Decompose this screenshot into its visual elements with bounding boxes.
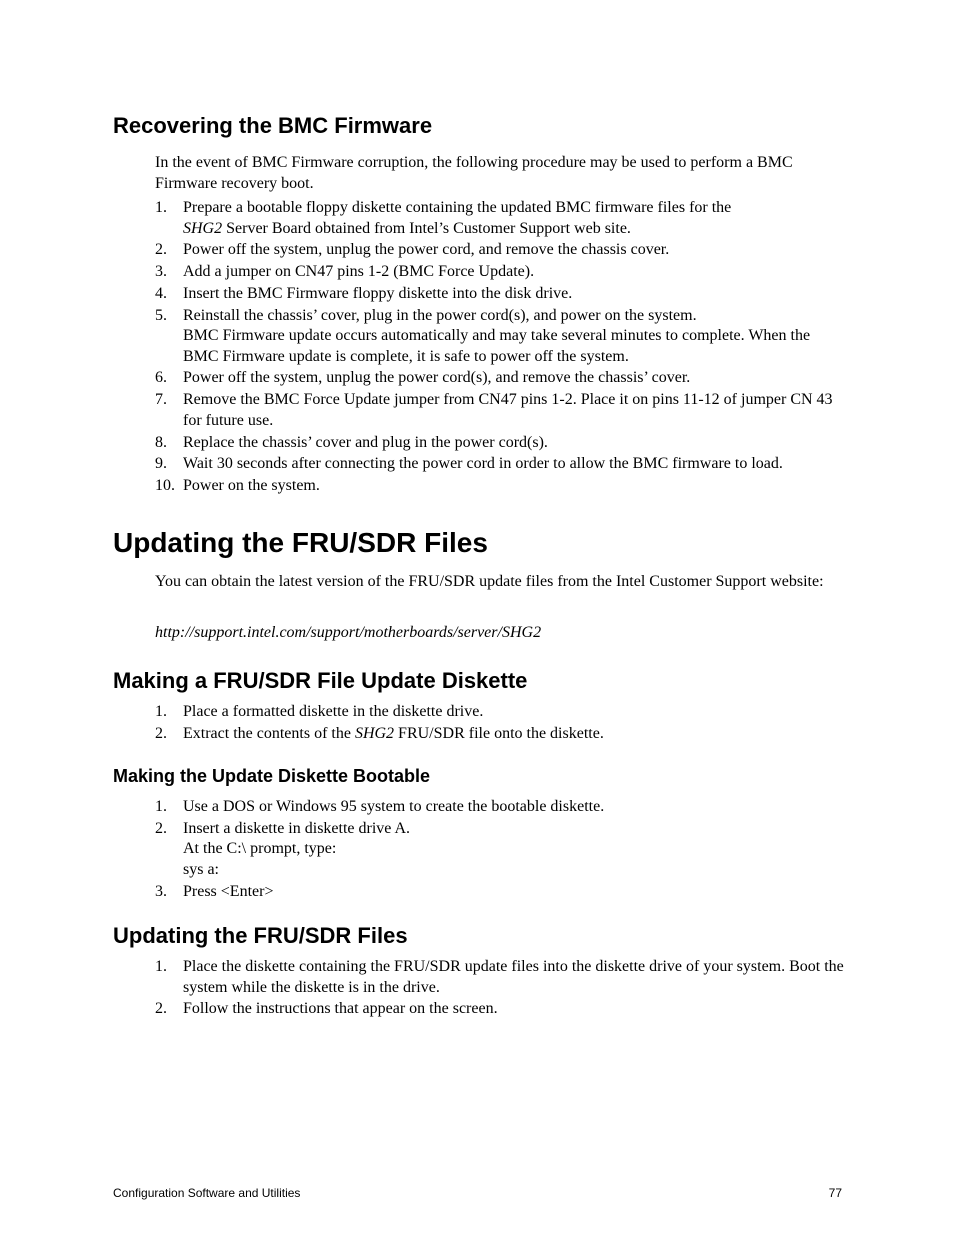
fru-intro: You can obtain the latest version of the FRU/SDR update files from the Intel Customer Support website: [155,573,824,590]
bmc-steps-list [155,198,845,498]
step-number: 1. [155,958,167,975]
list-item [155,240,845,261]
step-number: 9. [155,455,167,473]
section-heading-fru: Updating the FRU/SDR Files [113,527,488,558]
list-item [155,433,845,454]
list-item [155,724,845,745]
step-text: Reinstall the chassis’ cover, plug in the power cord(s), and power on the system. [183,306,697,324]
step-number: 1. [155,703,167,720]
step-text: Press <Enter> [183,882,274,900]
list-item [155,702,845,723]
bmc-intro: In the event of BMC Firmware corruption, the following procedure may be used to perform a BMC Firmware recovery boot. [155,154,793,192]
list-item [155,882,845,903]
step-number: 6. [155,369,167,387]
step-text: Place the diskette containing the FRU/SDR update files into the diskette drive of your system. Boot the system while the diskette is in the drive. [183,958,844,996]
step-text: Insert a diskette in diskette drive A. [183,819,411,837]
list-item [155,368,845,389]
step-text: Wait 30 seconds after connecting the power cord in order to allow the BMC firmware to load. [183,455,783,473]
step-text: Replace the chassis’ cover and plug in the power cord(s). [183,433,548,451]
step-number: 4. [155,284,167,302]
step-number: 2. [155,819,167,837]
list-item [155,390,845,431]
page-number: 77 [828,1186,842,1200]
list-item [155,284,845,305]
step-text: Add a jumper on CN47 pins 1-2 (BMC Force Update). [183,263,535,281]
step-number: 1. [155,199,167,216]
list-item [155,262,845,283]
step-text: Follow the instructions that appear on the screen. [183,1000,498,1018]
step-number: 8. [155,433,167,451]
step-text: Prepare a bootable floppy diskette containing the updated BMC firmware files for the SHG2 Server Board obtained from Intel’s Customer Support web site. [183,199,732,237]
section-heading-bootable: Making the Update Diskette Bootable [113,766,431,786]
step-number: 2. [155,724,167,742]
list-item [155,999,845,1020]
step-number: 3. [155,263,167,281]
list-item [155,957,845,998]
step-number: 5. [155,306,167,324]
step-number: 2. [155,1000,167,1018]
list-item [155,476,845,497]
step-text: Use a DOS or Windows 95 system to create the bootable diskette. [183,798,605,815]
footer-section-title: Configuration Software and Utilities [113,1186,301,1200]
step-instruction: At the C:\ prompt, type: [183,840,337,858]
step-number: 2. [155,241,167,259]
list-item [155,306,845,368]
updating-steps-list [155,957,845,1021]
making-steps-list [155,702,845,746]
list-item [155,797,845,818]
step-text: Power off the system, unplug the power cord, and remove the chassis cover. [183,241,670,259]
support-url: http://support.intel.com/support/motherboards/server/SHG2 [155,624,542,641]
list-item [155,454,845,475]
list-item [155,819,845,881]
step-number: 10. [155,477,175,495]
bootable-steps-list [155,797,845,903]
step-number: 1. [155,798,167,815]
section-heading-bmc: Recovering the BMC Firmware [113,113,433,138]
step-command: sys a: [183,860,219,878]
step-text: Place a formatted diskette in the diskette drive. [183,703,484,720]
step-text: Power off the system, unplug the power cord(s), and remove the chassis’ cover. [183,369,691,387]
step-text: Power on the system. [183,477,320,495]
step-text: Insert the BMC Firmware floppy diskette into the disk drive. [183,284,573,302]
step-text: Extract the contents of the SHG2 FRU/SDR file onto the diskette. [183,724,604,742]
list-item [155,198,845,239]
step-number: 3. [155,882,167,900]
step-number: 7. [155,391,167,409]
section-heading-making: Making a FRU/SDR File Update Diskette [113,668,528,693]
step-note: BMC Firmware update occurs automatically and may take several minutes to complete. When the BMC Firmware update is complete, it is safe to power off the system. [183,327,811,365]
step-text: Remove the BMC Force Update jumper from CN47 pins 1-2. Place it on pins 11-12 of jumper CN 43 for future use. [183,391,833,429]
section-heading-updating: Updating the FRU/SDR Files [113,923,408,948]
